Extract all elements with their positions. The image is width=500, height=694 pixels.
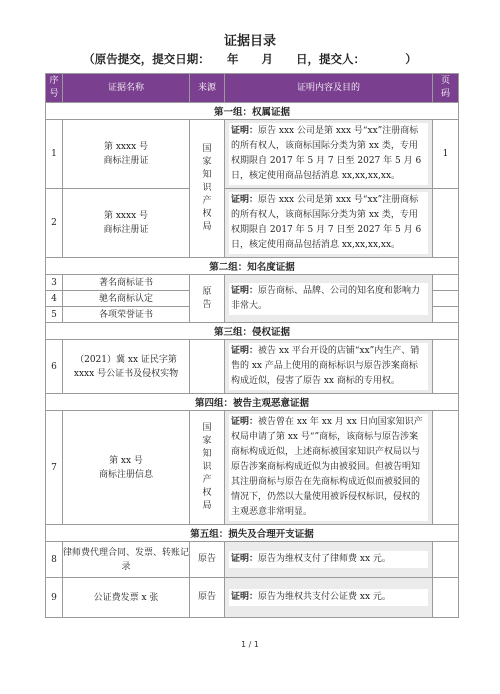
row-purpose: 证明：原告 xxx 公司是第 xxx 号“xx”注册商标的所有权人，该商标国际分类为第 xx 类，专用权期限自 2017 年 5 月 7 日至 2027 年 5 月 6 日，核定使用商品包括消息 xx,xx,xx,xx。 bbox=[225, 120, 433, 189]
row-no: 8 bbox=[46, 542, 63, 578]
evidence-table bbox=[45, 73, 459, 618]
row-name: 第 xx 号 商标注册信息 bbox=[63, 411, 190, 525]
row-name: 驰名商标认定 bbox=[63, 291, 190, 307]
row-no: 7 bbox=[46, 411, 63, 525]
table-row bbox=[46, 578, 459, 618]
row-no: 1 bbox=[46, 120, 63, 189]
page-title: 证据目录 bbox=[223, 34, 276, 49]
row-name: 公证费发票 x 张 bbox=[63, 578, 190, 618]
group-title: 第四组：被告主观恶意证据 bbox=[46, 394, 459, 411]
row-no: 6 bbox=[46, 340, 63, 394]
table-row bbox=[46, 542, 459, 578]
table-row bbox=[46, 275, 459, 291]
table-row bbox=[46, 340, 459, 394]
row-source: 原告 bbox=[190, 275, 225, 323]
row-purpose: 证明：被告 xx 平台开设的店铺“xx”内生产、销售的 xx 产品上使用的商标标识与原告涉案商标构成近似，侵害了原告 xx 商标的专用权。 bbox=[225, 340, 433, 394]
table-row bbox=[46, 189, 459, 258]
table-row bbox=[46, 411, 459, 525]
row-name: 著名商标证书 bbox=[63, 275, 190, 291]
group-row-5 bbox=[46, 525, 459, 542]
row-source bbox=[190, 340, 225, 394]
row-page bbox=[433, 189, 459, 258]
group-row-3 bbox=[46, 323, 459, 340]
group-row-2 bbox=[46, 258, 459, 275]
row-source: 原告 bbox=[190, 542, 225, 578]
page-footer: 1 / 1 bbox=[241, 640, 259, 649]
row-source: 原告 bbox=[190, 578, 225, 618]
header-page: 页码 bbox=[433, 74, 459, 103]
group-title: 第三组：侵权证据 bbox=[46, 323, 459, 340]
group-title: 第五组：损失及合理开支证据 bbox=[46, 525, 459, 542]
group-row-4 bbox=[46, 394, 459, 411]
row-name: 第 xxxx 号 商标注册证 bbox=[63, 189, 190, 258]
row-page: 1 bbox=[433, 120, 459, 189]
group-title: 第一组：权属证据 bbox=[46, 103, 459, 120]
header-no: 序号 bbox=[46, 74, 63, 103]
row-purpose: 证明：原告 xxx 公司是第 xxx 号“xx”注册商标的所有权人，该商标国际分类为第 xx 类，专用权期限自 2017 年 5 月 7 日至 2027 年 5 月 6 日，核定使用商品包括消息 xx,xx,xx,xx。 bbox=[225, 189, 433, 258]
row-purpose: 证明：原告为维权支付了律师费 xx 元。 bbox=[225, 542, 433, 578]
row-name: （2021）冀 xx 证民字第 xxxx 号公证书及侵权实物 bbox=[63, 340, 190, 394]
row-source: 国家知识产权局 bbox=[190, 120, 225, 258]
row-name: 律师费代理合同、发票、转账记录 bbox=[63, 542, 190, 578]
row-page bbox=[433, 578, 459, 618]
row-no: 2 bbox=[46, 189, 63, 258]
row-name: 第 xxxx 号 商标注册证 bbox=[63, 120, 190, 189]
row-page bbox=[433, 340, 459, 394]
row-page bbox=[433, 275, 459, 291]
row-purpose: 证明：原告商标、品牌、公司的知名度和影响力非常大。 bbox=[225, 275, 433, 323]
page-subtitle: （原告提交，提交日期： 年 月 日，提交人： ） bbox=[83, 52, 417, 66]
row-no: 5 bbox=[46, 307, 63, 323]
row-page bbox=[433, 542, 459, 578]
row-purpose: 证明：被告曾在 xx 年 xx 月 xx 日向国家知识产权局申请了第 xx 号“”商标，该商标与原告涉案商标构成近似，上述商标被国家知识产权局以与原告涉案商标构成近似为由被驳回。但被告明知其注册商标与原告在先商标构成近似而被驳回的情况下，仍然以大量使用被诉侵权标识，侵权的主观恶意非常明显。 bbox=[225, 411, 433, 525]
row-name: 各项荣誉证书 bbox=[63, 307, 190, 323]
table-row bbox=[46, 120, 459, 189]
group-row-1 bbox=[46, 103, 459, 120]
row-purpose: 证明：原告为维权共支付公证费 xx 元。 bbox=[225, 578, 433, 618]
row-page bbox=[433, 291, 459, 307]
header-purpose: 证明内容及目的 bbox=[225, 74, 433, 103]
row-no: 9 bbox=[46, 578, 63, 618]
row-no: 4 bbox=[46, 291, 63, 307]
table-header-row bbox=[46, 74, 459, 103]
row-no: 3 bbox=[46, 275, 63, 291]
row-page bbox=[433, 411, 459, 525]
group-title: 第二组：知名度证据 bbox=[46, 258, 459, 275]
header-name: 证据名称 bbox=[63, 74, 190, 103]
row-source: 国家知识产权局 bbox=[190, 411, 225, 525]
header-source: 来源 bbox=[190, 74, 225, 103]
row-page bbox=[433, 307, 459, 323]
